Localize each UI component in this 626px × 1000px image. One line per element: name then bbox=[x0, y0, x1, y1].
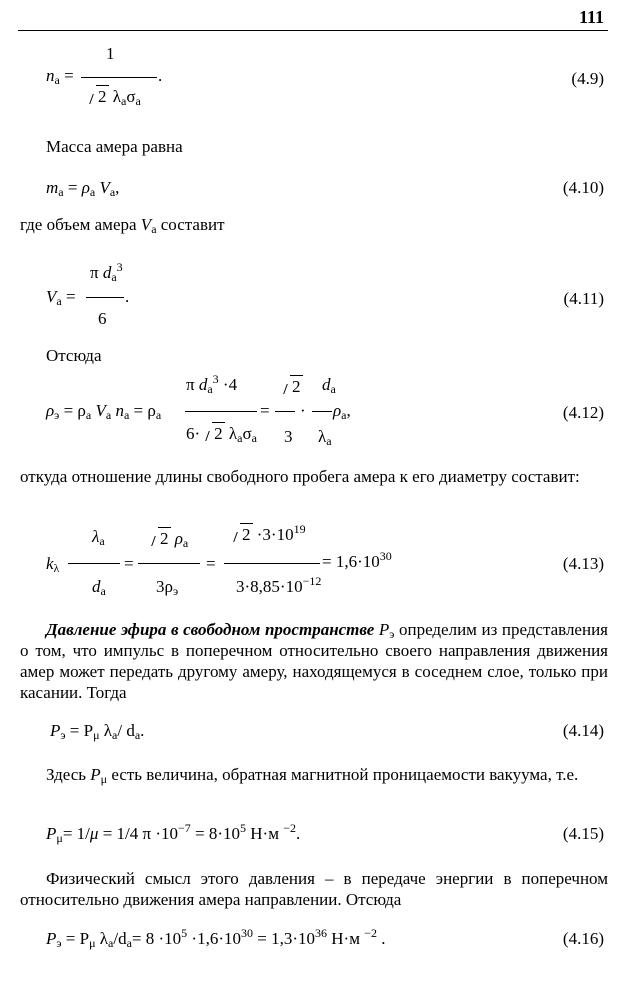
eq-4-12-lhs: $\rho_э = \rho_а$ $V_а$ $n_а = \rho_а$ bbox=[46, 401, 162, 422]
eq-4-14-body: $P_э = P_\mu$ $\lambda_а/$ $d_а$. bbox=[50, 721, 145, 742]
eq-4-12-frac1-numerator: π $d_а^3 \cdot 4$ bbox=[186, 372, 238, 396]
eq-4-13-eq2: = bbox=[206, 554, 216, 573]
eq-4-15-number: (4.15) bbox=[562, 824, 604, 843]
eq-4-12-frac1-denominator: 6· 2 $\lambda_а\sigma_а$ bbox=[186, 424, 257, 445]
eq-4-12-frac2-numerator: 2 bbox=[278, 378, 303, 395]
eq-4-13-lhs: $k_\lambda$ bbox=[46, 554, 60, 575]
eq-4-9-numerator: 1 bbox=[106, 44, 115, 63]
eq-4-12-tail: $\rho_а$, bbox=[333, 401, 351, 422]
eq-4-14-number: (4.14) bbox=[562, 721, 604, 740]
eq-4-12-frac3-denominator: $\lambda_а$ bbox=[318, 427, 332, 448]
eq-4-13-f1-bar bbox=[68, 563, 120, 564]
eq-4-13-f3-denominator: $3\cdot 8,85\cdot 10^{-12}$ bbox=[236, 574, 322, 596]
eq-4-10-number: (4.10) bbox=[562, 178, 604, 197]
eq-4-13-result: = $1,6\cdot 10^{30}$ bbox=[322, 549, 392, 571]
eq-4-12-eq: = bbox=[260, 401, 270, 420]
text-volume: где объем амера $V_а$ составит bbox=[20, 215, 225, 236]
eq-4-12-frac3-numerator: $d_а$ bbox=[322, 375, 336, 396]
eq-4-12-frac2-bar bbox=[275, 411, 295, 412]
eq-4-13-f2-numerator: 2 $\rho_а$ bbox=[146, 530, 188, 547]
eq-4-13-f3-bar bbox=[224, 563, 320, 564]
eq-4-10-body: $m_а = \rho_а$ $V_а$, bbox=[46, 178, 120, 199]
eq-4-9-fraction-bar bbox=[81, 77, 157, 78]
text-ratio: откуда отношение длины свободного пробега амера к его диаметру составит: bbox=[20, 467, 580, 486]
eq-4-11-denominator: 6 bbox=[98, 309, 107, 328]
eq-4-16-body: $P_э = P_\mu$ $\lambda_а/d_а= 8 \cdot 10^5 \cdot 1,6\cdot 10^{30} = 1,3\cdot 10^{36}$ Н·м $^{-2}$ . bbox=[46, 926, 386, 950]
eq-4-11-fraction-bar bbox=[86, 297, 124, 298]
eq-4-12-number: (4.12) bbox=[562, 403, 604, 422]
para-here: Здесь $P_\mu$ есть величина, обратная магнитной проницаемости вакуума, т.е. bbox=[46, 765, 579, 786]
text-hence: Отсюда bbox=[46, 346, 102, 365]
eq-4-13-eq1: = bbox=[124, 554, 134, 573]
eq-4-9-lhs: $n_а$ = bbox=[46, 66, 74, 87]
eq-4-13-number: (4.13) bbox=[562, 554, 604, 573]
eq-4-13-f1-numerator: $\lambda_а$ bbox=[92, 527, 105, 548]
eq-4-12-dot: · bbox=[300, 401, 306, 420]
eq-4-12-frac1-bar bbox=[185, 411, 257, 412]
text-mass: Масса амера равна bbox=[46, 137, 183, 156]
para-physical: Физический смысл этого давления – в передаче энергии в поперечном относительно движения амера направлении. Отсюда bbox=[20, 869, 608, 909]
eq-4-9-denominator: 2 $\lambda_а\sigma_а$ bbox=[84, 88, 141, 105]
eq-4-13-f3-numerator: $2 \cdot 3\cdot 10^{19}$ bbox=[228, 526, 306, 543]
eq-4-13-f1-denominator: $d_а$ bbox=[92, 577, 106, 598]
eq-4-13-f2-bar bbox=[138, 563, 200, 564]
eq-4-15-body: $P_\mu= 1/\mu = 1/4$ $\pi \cdot 10^{-7} = 8\cdot 10^5$ Н·м $^{-2}$. bbox=[46, 821, 301, 845]
eq-4-11-numerator: π $d_а^3$ bbox=[90, 260, 123, 284]
eq-4-13-f2-denominator: $3\rho_э$ bbox=[156, 577, 179, 598]
eq-4-12-frac2-denominator: 3 bbox=[284, 427, 293, 446]
eq-4-11-lhs: $V_а$ = bbox=[46, 287, 76, 308]
page-number: 111 bbox=[578, 7, 604, 27]
eq-4-9-dot: . bbox=[158, 66, 163, 85]
eq-4-9-number: (4.9) bbox=[571, 69, 604, 88]
eq-4-12-frac3-bar bbox=[312, 411, 332, 412]
header-rule bbox=[18, 30, 608, 31]
eq-4-11-number: (4.11) bbox=[563, 289, 604, 308]
para-pressure: Давление эфира в свободном пространстве $Р_э$ определим из представления о том, что импульс в поперечном относительно своего направления движения амер может передать другому амеру, находящемуся в соседнем слое, только при касании. Тогда bbox=[20, 620, 608, 702]
eq-4-11-dot: . bbox=[125, 287, 130, 306]
eq-4-16-number: (4.16) bbox=[562, 929, 604, 948]
